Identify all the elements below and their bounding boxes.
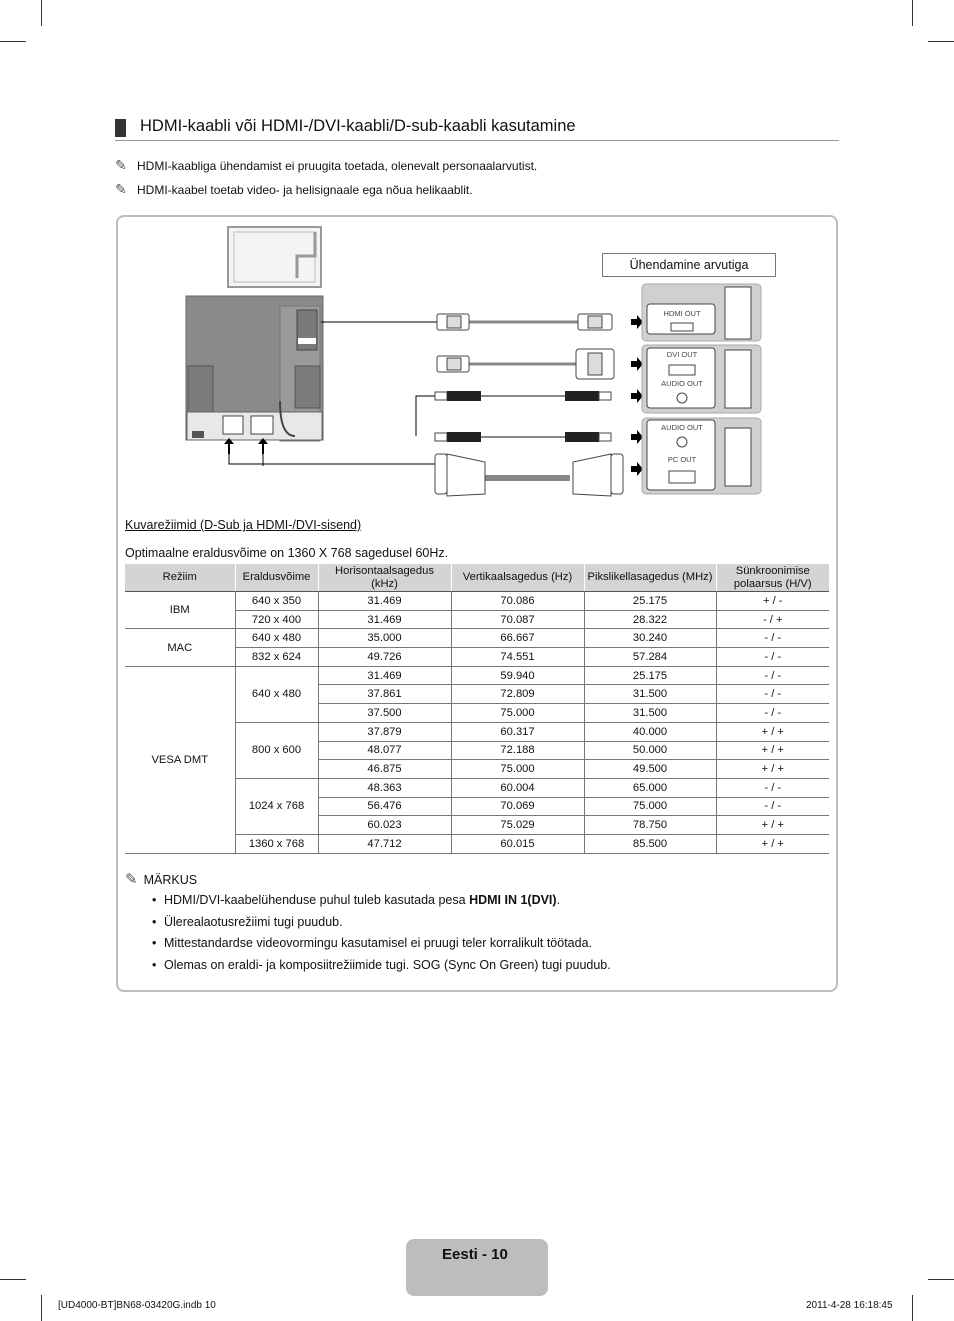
value-cell: + / -	[716, 592, 829, 611]
table-header: Pikslikellasagedus (MHz)	[584, 564, 716, 592]
value-cell: 50.000	[584, 741, 716, 760]
resolution-cell: 1360 x 768	[235, 834, 318, 853]
value-cell: 65.000	[584, 778, 716, 797]
table-header: Režiim	[125, 564, 235, 592]
table-header-row	[125, 564, 829, 592]
port-label-audio-out: AUDIO OUT	[661, 379, 703, 388]
value-cell: 60.023	[318, 816, 451, 835]
optimal-resolution-text: Optimaalne eraldusvõime on 1360 X 768 sagedusel 60Hz.	[125, 546, 449, 560]
table-header: Sünkroonimise polaarsus (H/V)	[716, 564, 829, 592]
value-cell: 31.469	[318, 592, 451, 611]
port-label-hdmi-out: HDMI OUT	[663, 309, 701, 318]
value-cell: 49.726	[318, 648, 451, 667]
resolution-cell: 800 x 600	[235, 722, 318, 778]
value-cell: + / +	[716, 816, 829, 835]
section-marker	[115, 119, 126, 137]
value-cell: 56.476	[318, 797, 451, 816]
arrow-right-icon	[631, 315, 643, 476]
display-modes-heading: Kuvarežiimid (D-Sub ja HDMI-/DVI-sisend)	[125, 518, 362, 532]
note-line: ✎ HDMI-kaabliga ühendamist ei pruugita toetada, olenevalt personaalarvutist.	[115, 157, 538, 173]
table-row	[125, 629, 829, 648]
page-number-tab: Eesti - 10	[406, 1239, 548, 1296]
value-cell: 78.750	[584, 816, 716, 835]
value-cell: 60.317	[451, 722, 584, 741]
crop-mark	[912, 0, 913, 26]
value-cell: 72.809	[451, 685, 584, 704]
footer-timestamp: 2011-4-28 16:18:45	[806, 1300, 893, 1311]
mode-cell: IBM	[125, 592, 235, 629]
value-cell: + / +	[716, 722, 829, 741]
value-cell: - / -	[716, 685, 829, 704]
value-cell: 49.500	[584, 760, 716, 779]
table-row	[125, 666, 829, 685]
value-cell: 31.500	[584, 704, 716, 723]
audio-cable	[435, 391, 611, 442]
value-cell: 31.469	[318, 666, 451, 685]
value-cell: - / -	[716, 629, 829, 648]
value-cell: 48.363	[318, 778, 451, 797]
value-cell: 46.875	[318, 760, 451, 779]
value-cell: 37.861	[318, 685, 451, 704]
value-cell: 30.240	[584, 629, 716, 648]
pencil-icon: ✎	[115, 181, 127, 197]
remarks-heading: ✎ MÄRKUS	[125, 871, 198, 888]
value-cell: + / +	[716, 760, 829, 779]
value-cell: - / -	[716, 778, 829, 797]
crop-mark	[928, 41, 954, 42]
table-header: Horisontaalsagedus (kHz)	[318, 564, 451, 592]
value-cell: 31.469	[318, 610, 451, 629]
value-cell: 75.000	[451, 760, 584, 779]
port-label-pc-out: PC OUT	[667, 455, 697, 464]
value-cell: 70.087	[451, 610, 584, 629]
resolution-cell: 1024 x 768	[235, 778, 318, 834]
value-cell: - / -	[716, 704, 829, 723]
value-cell: 60.004	[451, 778, 584, 797]
tv-outline-icon	[228, 227, 321, 287]
pc-port-panel	[642, 284, 761, 494]
pencil-icon: ✎	[125, 871, 138, 888]
value-cell: 57.284	[584, 648, 716, 667]
table-header: Eraldusvõime	[235, 564, 318, 592]
value-cell: 47.712	[318, 834, 451, 853]
section-title: HDMI-kaabli või HDMI-/DVI-kaabli/D-sub-kaabli kasutamine	[140, 117, 576, 135]
resolution-cell: 640 x 480	[235, 629, 318, 648]
crop-mark	[0, 41, 26, 42]
display-modes-table	[125, 564, 829, 854]
value-cell: - / -	[716, 666, 829, 685]
resolution-cell: 640 x 350	[235, 592, 318, 611]
value-cell: 74.551	[451, 648, 584, 667]
resolution-cell: 640 x 480	[235, 666, 318, 722]
crop-mark	[928, 1279, 954, 1280]
value-cell: 25.175	[584, 592, 716, 611]
port-label-dvi-out: DVI OUT	[666, 350, 698, 359]
value-cell: - / +	[716, 610, 829, 629]
table-row	[125, 592, 829, 611]
value-cell: 75.029	[451, 816, 584, 835]
pencil-icon: ✎	[115, 157, 127, 173]
value-cell: 70.086	[451, 592, 584, 611]
crop-mark	[41, 0, 42, 26]
pc-connection-label: Ühendamine arvutiga	[602, 253, 776, 277]
value-cell: 70.069	[451, 797, 584, 816]
port-label-audio-out: AUDIO OUT	[661, 423, 703, 432]
table-header: Vertikaalsagedus (Hz)	[451, 564, 584, 592]
crop-mark	[41, 1295, 42, 1321]
value-cell: 37.500	[318, 704, 451, 723]
hdmi-cable	[437, 314, 612, 330]
value-cell: 75.000	[451, 704, 584, 723]
resolution-cell: 832 x 624	[235, 648, 318, 667]
value-cell: 72.188	[451, 741, 584, 760]
mode-cell: MAC	[125, 629, 235, 666]
crop-mark	[0, 1279, 26, 1280]
value-cell: 25.175	[584, 666, 716, 685]
tv-back-panel	[186, 296, 323, 441]
value-cell: 28.322	[584, 610, 716, 629]
value-cell: - / -	[716, 648, 829, 667]
value-cell: - / -	[716, 797, 829, 816]
value-cell: 31.500	[584, 685, 716, 704]
mode-cell: VESA DMT	[125, 666, 235, 853]
hdmi-dvi-cable	[437, 349, 614, 379]
value-cell: 37.879	[318, 722, 451, 741]
value-cell: 75.000	[584, 797, 716, 816]
value-cell: 60.015	[451, 834, 584, 853]
port-name: HDMI IN 1(DVI)	[469, 893, 557, 907]
section-divider	[115, 140, 839, 141]
value-cell: 48.077	[318, 741, 451, 760]
value-cell: 59.940	[451, 666, 584, 685]
value-cell: 66.667	[451, 629, 584, 648]
value-cell: + / +	[716, 741, 829, 760]
footer-file: [UD4000-BT]BN68-03420G.indb 10	[58, 1300, 216, 1311]
crop-mark	[912, 1295, 913, 1321]
value-cell: 40.000	[584, 722, 716, 741]
value-cell: 85.500	[584, 834, 716, 853]
value-cell: + / +	[716, 834, 829, 853]
d-sub-cable	[435, 454, 623, 496]
value-cell: 35.000	[318, 629, 451, 648]
resolution-cell: 720 x 400	[235, 610, 318, 629]
note-line: ✎ HDMI-kaabel toetab video- ja helisignaale ega nõua helikaablit.	[115, 181, 473, 197]
